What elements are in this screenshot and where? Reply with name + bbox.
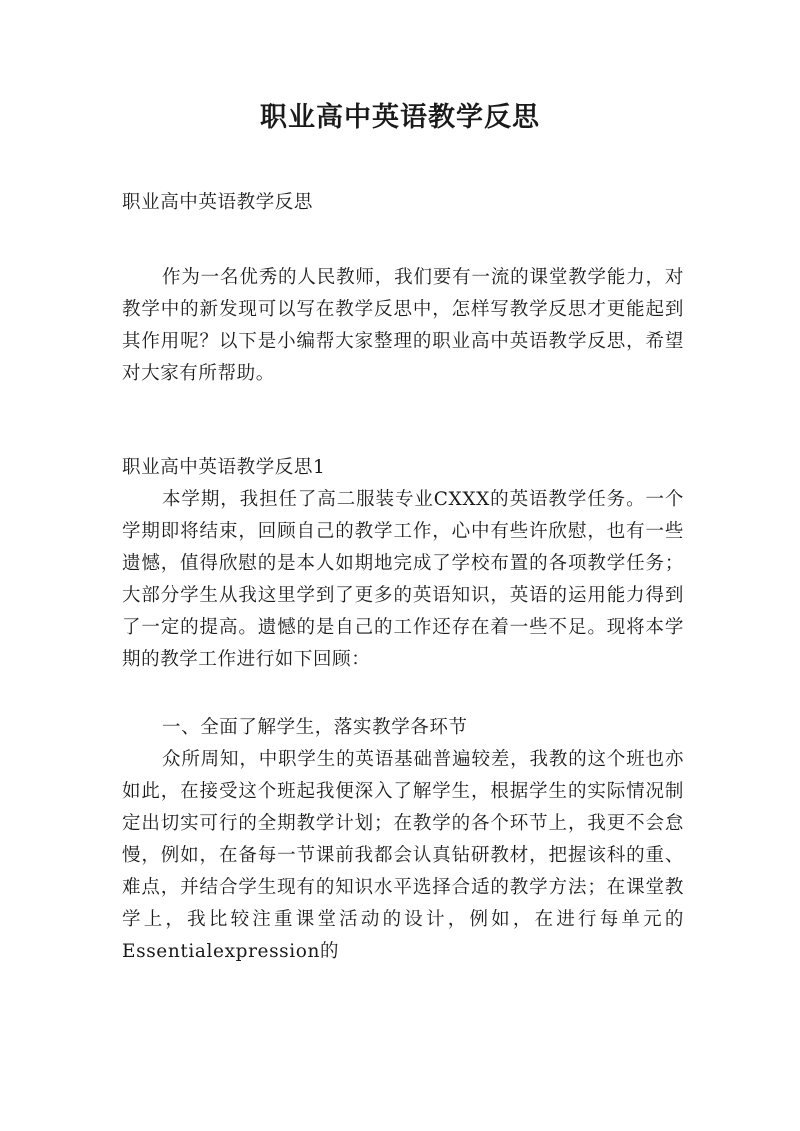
section-heading: 职业高中英语教学反思1	[122, 457, 326, 478]
document-subtitle: 职业高中英语教学反思	[122, 192, 314, 213]
intro-paragraph: 作为一名优秀的人民教师，我们要有一流的课堂教学能力，对教学中的新发现可以写在教学反思中，怎样写教学反思才更能起到其作用呢？以下是小编帮大家整理的职业高中英语教学反思，希望对大家有所帮助。	[122, 267, 684, 384]
section-subheading: 一、全面了解学生，落实教学各环节	[162, 717, 468, 738]
body-paragraph-2: 众所周知，中职学生的英语基础普遍较差，我教的这个班也亦如此，在接受这个班起我便深入了解学生，根据学生的实际情况制定出切实可行的全期教学计划；在教学的各个环节上，我更不会怠慢，例如，在备每一节课前我都会认真钻研教材，把握该科的重、难点，并结合学生现有的知识水平选择合适的教学方法；在课堂教学上，我比较注重课堂活动的设计，例如，在进行每单元的Essentialexpression的	[122, 749, 684, 962]
body-paragraph-1: 本学期，我担任了高二服装专业CXXX的英语教学任务。一个学期即将结束，回顾自己的教学工作，心中有些许欣慰，也有一些遗憾，值得欣慰的是本人如期地完成了学校布置的各项教学任务；大部分学生从我这里学到了更多的英语知识，英语的运用能力得到了一定的提高。遗憾的是自己的工作还存在着一些不足。现将本学期的教学工作进行如下回顾：	[122, 489, 684, 670]
document-title: 职业高中英语教学反思	[260, 102, 540, 133]
